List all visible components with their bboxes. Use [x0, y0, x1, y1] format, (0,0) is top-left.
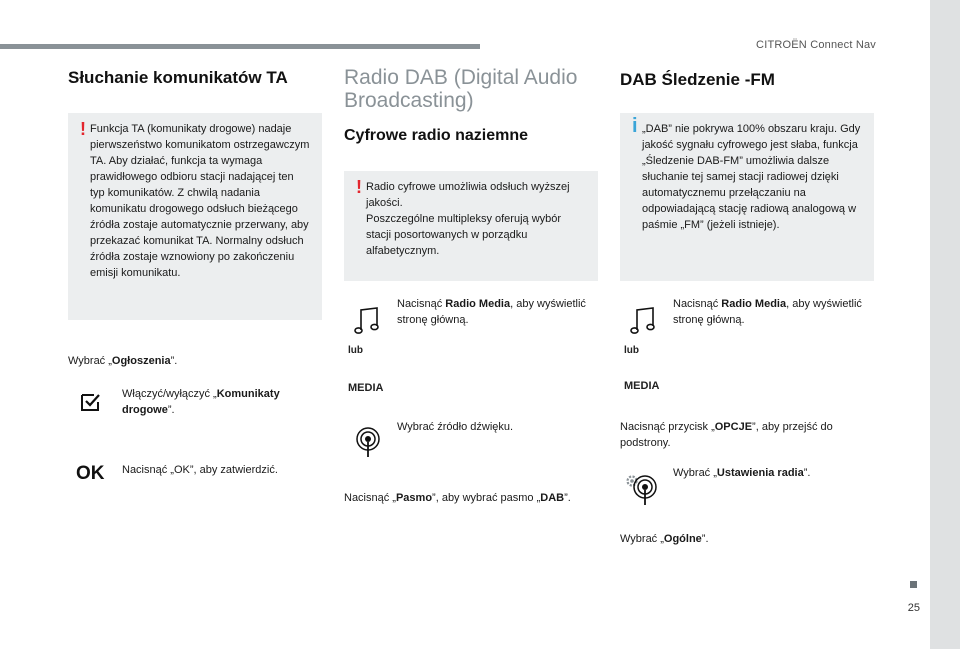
ok-button-icon: OK [76, 463, 105, 484]
radio-settings-text: Wybrać „Ustawienia radia”. [673, 467, 811, 479]
dab-fm-title: DAB Śledzenie -FM [620, 70, 775, 89]
side-strip [930, 0, 960, 649]
header-brand: CITROËN Connect Nav [756, 39, 876, 51]
select-general-text: Wybrać „Ogólne”. [620, 533, 709, 545]
dab-fm-info-note [620, 113, 874, 281]
choose-source-text: Wybrać źródło dźwięku. [397, 421, 514, 433]
radio-settings-icon [624, 472, 660, 506]
warning-icon: ! [356, 177, 362, 197]
media-button-label: MEDIA [348, 382, 384, 394]
music-note-icon [354, 306, 380, 336]
press-radio-media-text: Nacisnąć Radio Media, aby wyświetlić stronę główną. [397, 298, 586, 326]
press-options-text: Nacisnąć przycisk „OPCJE”, aby przejść do podstrony. [620, 421, 833, 449]
toggle-traffic-line: Włączyć/wyłączyć „Komunikaty drogowe”. [122, 388, 280, 416]
header-rule [0, 44, 480, 49]
ta-warning-note [68, 113, 322, 320]
dab-info-text: Radio cyfrowe umożliwia odsłuch wyższej jakości. Poszczególne multipleksy oferują wybór stacji posortowanych w porządku alfabetycznym. [366, 181, 570, 257]
ta-warning-text: Funkcja TA (komunikaty drogowe) nadaje pierwszeństwo komunikatom ostrzegawczym TA. Aby działać, funkcja ta wymaga prawidłowego odbioru stacji nadającej ten typ komunikatów. Z chwilą nadania komunikatu drogowego odsłuch bieżącego źródła zostaje automatycznie przerwany, aby przekazać komunikat TA. Normalny odsłuch źródła zostaje wznowiony po zakończeniu emisji komunikatu. [90, 123, 310, 279]
ok-confirm-text: Nacisnąć „OK”, aby zatwierdzić. [122, 464, 278, 476]
or-label: lub [624, 345, 639, 356]
end-of-section-mark [910, 581, 917, 588]
select-band-text: Nacisnąć „Pasmo”, aby wybrać pasmo „DAB”. [344, 492, 571, 504]
or-label: lub [348, 345, 363, 356]
music-note-icon [630, 306, 656, 336]
select-announcements-line: Wybrać „Ogłoszenia”. [68, 355, 178, 367]
media-button-label: MEDIA [624, 380, 660, 392]
radio-antenna-icon [354, 426, 382, 458]
warning-icon: ! [80, 119, 86, 139]
dab-title: Radio DAB (Digital Audio Broadcasting) [344, 66, 578, 112]
press-radio-media-text: Nacisnąć Radio Media, aby wyświetlić stronę główną. [673, 298, 862, 326]
checkbox-toggle-icon [79, 390, 103, 414]
dab-fm-info-text: „DAB” nie pokrywa 100% obszaru kraju. Gdy jakość sygnału cyfrowego jest słaba, funkcja „Śledzenie DAB-FM” umożliwia dalsze słuchanie tej samej stacji radiowej dzięki automatycznemu przełączaniu na odpowiadającą stację radiową analogową w paśmie „FM” (jeżeli istnieje). [642, 123, 861, 231]
digital-radio-subtitle: Cyfrowe radio naziemne [344, 127, 529, 144]
page-number: 25 [907, 602, 920, 614]
dab-info-note [344, 171, 598, 281]
info-icon: i [632, 115, 638, 137]
ta-section-title: Słuchanie komunikatów TA [68, 68, 288, 87]
